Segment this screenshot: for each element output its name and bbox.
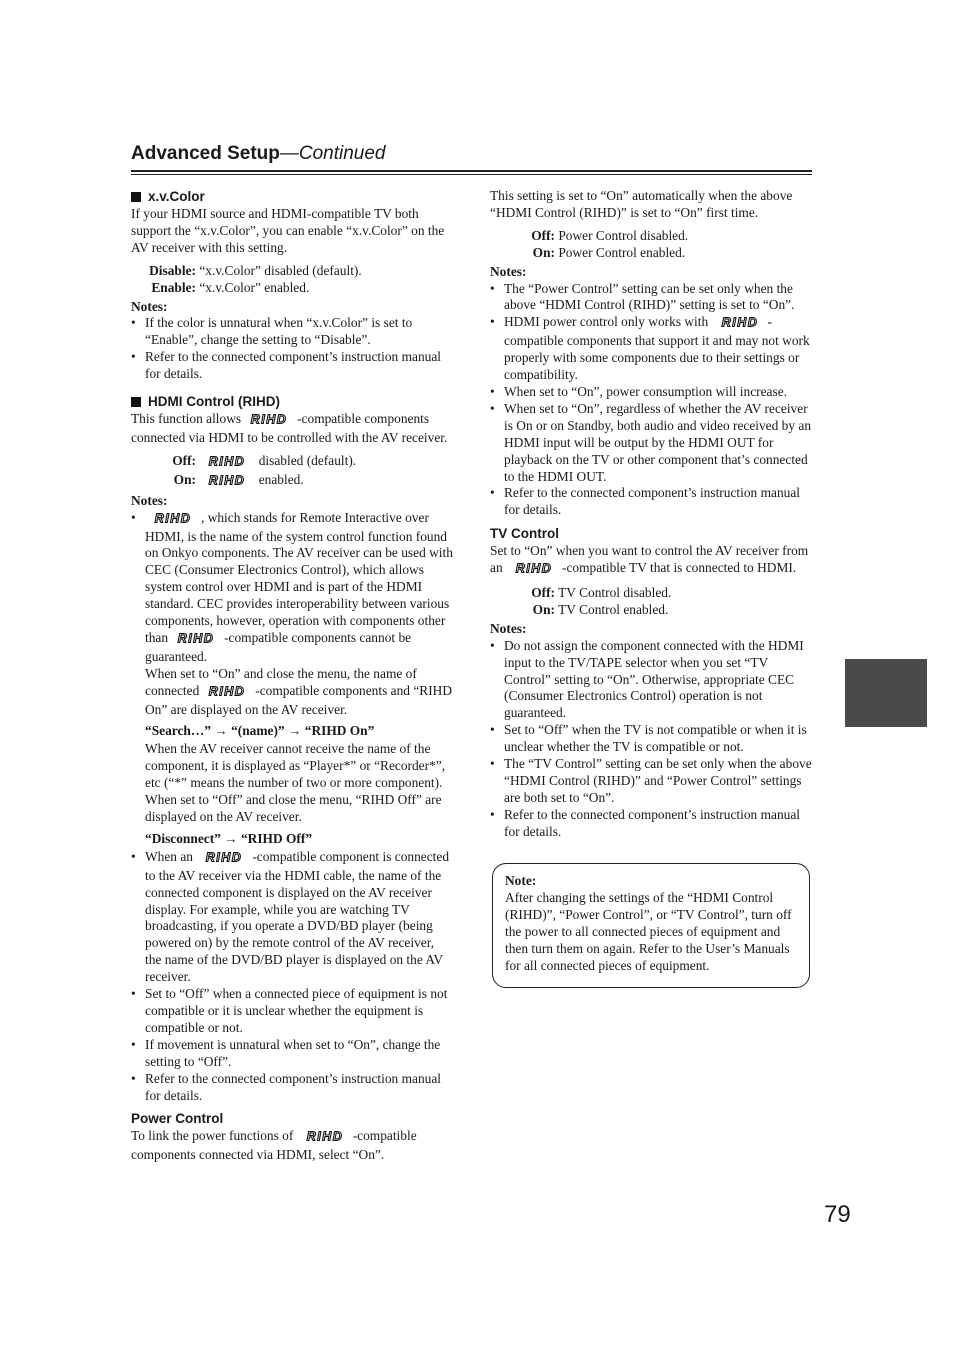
rihd-logo-icon xyxy=(201,474,253,491)
rihd-logo-icon xyxy=(147,512,199,529)
list-item: • Set to “Off” when a connected piece of equipment is not compatible or it is unclear whether the equipment is compatible or not. xyxy=(131,986,453,1037)
rihd-logo-icon xyxy=(198,851,250,868)
hdmi-intro: This function allows RIHD -compatible components connected via HDMI to be controlled with the AV receiver. xyxy=(131,411,448,445)
arrow-right-icon: → xyxy=(288,723,302,739)
xvcolor-options xyxy=(131,263,453,297)
notes-label: Notes: xyxy=(490,620,527,636)
chapter-tab xyxy=(845,659,927,727)
tv-options xyxy=(490,585,812,619)
list-item: • The “Power Control” setting can be set only when the above “HDMI Control (RIHD)” setting is set to “On”. xyxy=(490,281,812,315)
tv-intro: Set to “On” when you want to control the AV receiver from an RIHD -compatible TV that is connected to HDMI. xyxy=(490,543,812,579)
list-item: • Refer to the connected component’s instruction manual for details. xyxy=(131,349,453,383)
power-intro: To link the power functions of RIHD -compatible components connected via HDMI, select “On”. xyxy=(131,1128,417,1163)
rihd-logo-icon xyxy=(243,413,295,430)
xvcolor-heading: x.v.Color xyxy=(131,188,453,205)
header-continued: —Continued xyxy=(279,143,386,165)
display-sequence-off: “Disconnect” → “RIHD Off” xyxy=(145,830,313,846)
list-item: • HDMI power control only works with RIHD -compatible components that support it and may not work properly with some components due to their settings or compatibility. xyxy=(490,314,812,384)
hdmi-note-continued: When set to “On” and close the menu, the name of connected RIHD -compatible components and “RIHD On” are displayed on the AV receiver. xyxy=(145,665,452,717)
square-bullet-icon xyxy=(131,397,141,407)
arrow-right-icon: → xyxy=(214,723,228,739)
xvcolor-notes xyxy=(131,315,453,383)
tv-notes xyxy=(490,638,812,841)
hdmi-notes-more xyxy=(131,849,453,1105)
svg-text:RIHD: RIHD xyxy=(250,413,288,426)
notes-label: Notes: xyxy=(490,263,527,279)
rihd-logo-icon xyxy=(170,632,222,649)
square-bullet-icon xyxy=(131,192,141,202)
note-box-text: After changing the settings of the “HDMI Control (RIHD)”, “Power Control”, or “TV Control”, turn off the power to all connected pieces of equipment and then turn them on again. Refer to the User’s Manuals for all connected pieces of equipment. xyxy=(505,889,792,973)
svg-text:RIHD: RIHD xyxy=(209,684,246,697)
svg-text:RIHD: RIHD xyxy=(515,562,553,575)
list-item: • Do not assign the component connected with the HDMI input to the TV/TAPE selector when you set “TV Control” setting to “On”. Otherwise, appropriate CEC (Consumer Electronics Control) operation is not guaranteed. xyxy=(490,638,812,723)
option-row: On: RIHD enabled. xyxy=(131,472,453,491)
hdmi-note-text: When the AV receiver cannot receive the name of the component, it is displayed as “Player*” or “Recorder*”, etc (“*” means the number of two or more component). xyxy=(145,741,446,791)
display-sequence-on: “Search…” → “(name)” → “RIHD On” xyxy=(145,723,375,739)
svg-text:RIHD: • RIHD xyxy=(154,511,192,524)
page-header xyxy=(131,139,812,172)
option-row: On: Power Control enabled. xyxy=(532,244,686,260)
arrow-right-icon: → xyxy=(224,830,238,846)
list-item: • If movement is unnatural when set to “On”, change the setting to “Off”. xyxy=(131,1037,453,1071)
notes-label: Notes: xyxy=(131,298,168,314)
svg-text:RIHD: RIHD xyxy=(209,473,246,486)
option-row: Off: TV Control disabled. xyxy=(531,585,672,601)
xvcolor-intro: If your HDMI source and HDMI-compatible TV both support the “x.v.Color”, you can enable “x.v.Color” on the AV receiver with this setting. xyxy=(131,206,445,255)
hdmi-control-heading: HDMI Control (RIHD) xyxy=(131,393,453,410)
list-item: • When an RIHD -compatible component is connected to the AV receiver via the HDMI cable, the name of the connected component is displayed on the AV receiver display. For example, while you are watching TV broadcasting, if you operate a DVD/BD player (being powered on) by the remote control of the AV receiver, the name of the DVD/BD player is displayed on the AV receiver. xyxy=(131,849,453,986)
svg-text:RIHD: RIHD xyxy=(209,454,246,467)
left-column xyxy=(131,188,453,1164)
power-control-heading: Power Control xyxy=(131,1111,224,1127)
list-item: • When set to “On”, power consumption will increase. xyxy=(490,384,812,401)
power-intro-continued: This setting is set to “On” automatically when the above “HDMI Control (RIHD)” is set to “On” first time. xyxy=(490,188,793,220)
power-notes xyxy=(490,281,812,520)
page-title xyxy=(131,143,386,165)
list-item: • Refer to the connected component’s instruction manual for details. xyxy=(131,1071,453,1105)
tv-control-heading: TV Control xyxy=(490,526,559,542)
note-box-heading: Note: xyxy=(505,873,537,888)
right-column xyxy=(490,188,812,841)
svg-text:RIHD: RIHD xyxy=(206,850,243,863)
power-options xyxy=(490,228,812,262)
list-item: • RIHD , which stands for Remote Interactive over HDMI, is the name of the system control function found on Onkyo components. The AV receiver can be used with CEC (Consumer Electronics Control), which allows system control over HDMI and is part of the HDMI standard. CEC provides interoperability between various components, however, operation with components other than RIHD -compatible components cannot be guaranteed. xyxy=(131,510,453,666)
rihd-logo-icon xyxy=(714,316,766,333)
list-item: • Set to “Off” when the TV is not compatible or when it is unclear whether the TV is compatible or not. xyxy=(490,722,812,756)
list-item: • Refer to the connected component’s instruction manual for details. xyxy=(490,485,812,519)
hdmi-options xyxy=(131,453,453,491)
option-row: Enable: “x.v.Color” enabled. xyxy=(151,279,310,295)
rihd-logo-icon xyxy=(299,1130,351,1147)
svg-text:RIHD: RIHD xyxy=(306,1130,343,1143)
list-item: • When set to “On”, regardless of whether the AV receiver is On or on Standby, both audio and video received by an HDMI input will be output by the HDMI OUT for playback on the TV or other component that’s connected to the HDMI OUT. xyxy=(490,401,812,486)
list-item: • The “TV Control” setting can be set only when the above “HDMI Control (RIHD)” and “Power Control” settings are both set to “On”. xyxy=(490,756,812,807)
svg-text:RIHD: RIHD xyxy=(721,316,758,329)
option-row: Off: RIHD disabled (default). xyxy=(131,453,453,472)
note-box xyxy=(492,863,810,988)
option-row: Disable: “x.v.Color” disabled (default). xyxy=(149,262,362,278)
rihd-logo-icon xyxy=(508,562,560,579)
hdmi-notes xyxy=(131,510,453,666)
list-item: • If the color is unnatural when “x.v.Color” is set to “Enable”, change the setting to “Disable”. xyxy=(131,315,453,349)
svg-text:RIHD: RIHD xyxy=(177,631,215,644)
option-row: Off: Power Control disabled. xyxy=(531,227,689,243)
option-row: On: TV Control enabled. xyxy=(532,601,669,617)
page-number: 79 xyxy=(824,1201,851,1228)
rihd-logo-icon xyxy=(201,685,253,702)
rihd-logo-icon xyxy=(201,455,253,472)
list-item: • Refer to the connected component’s instruction manual for details. xyxy=(490,807,812,841)
hdmi-note-text: When set to “Off” and close the menu, “RIHD Off” are displayed on the AV receiver. xyxy=(145,792,442,824)
notes-label: Notes: xyxy=(131,492,168,508)
header-title: Advanced Setup xyxy=(131,143,280,165)
